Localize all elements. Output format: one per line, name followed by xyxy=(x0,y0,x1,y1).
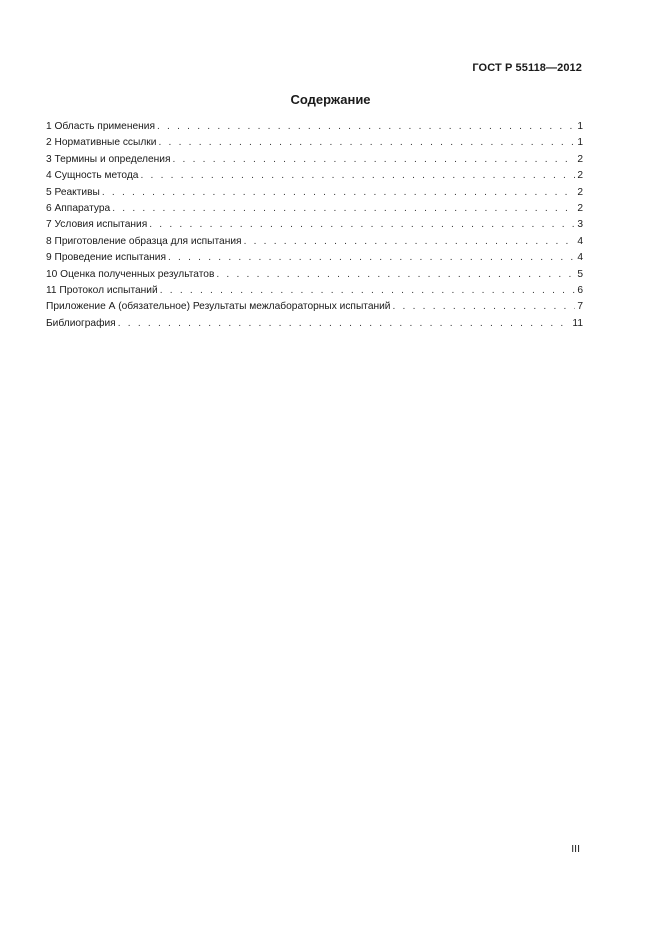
toc-item-label: 10 Оценка полученных результатов xyxy=(46,268,215,280)
table-of-contents xyxy=(46,119,583,332)
toc-item-label: 9 Проведение испытания xyxy=(46,252,166,264)
toc-item-1[interactable] xyxy=(46,119,583,135)
toc-dot-leader xyxy=(102,185,575,201)
toc-dot-leader xyxy=(393,299,576,315)
toc-item-label: Приложение А (обязательное) Результаты межлабораторных испытаний xyxy=(46,301,391,313)
toc-item-page: 3 xyxy=(577,219,583,231)
toc-item-page: 2 xyxy=(577,186,583,198)
toc-item-label: 4 Сущность метода xyxy=(46,170,139,182)
toc-item-label: 11 Протокол испытаний xyxy=(46,284,158,296)
toc-dot-leader xyxy=(160,283,576,299)
toc-item-page: 2 xyxy=(577,170,583,182)
toc-item-8[interactable] xyxy=(46,234,583,250)
toc-item-page: 4 xyxy=(577,252,583,264)
toc-dot-leader xyxy=(157,119,575,135)
toc-item-page: 5 xyxy=(577,268,583,280)
toc-item-label: 1 Область применения xyxy=(46,121,155,132)
toc-item-label: 3 Термины и определения xyxy=(46,153,171,165)
toc-dot-leader xyxy=(158,135,575,151)
toc-item-page: 7 xyxy=(577,301,583,313)
toc-item-11[interactable] xyxy=(46,283,583,299)
toc-item-label: 7 Условия испытания xyxy=(46,219,148,231)
toc-item-appendix-a[interactable] xyxy=(46,299,583,315)
toc-item-page: 1 xyxy=(577,137,583,149)
toc-item-3[interactable] xyxy=(46,152,583,168)
toc-dot-leader xyxy=(216,267,575,283)
toc-item-label: 2 Нормативные ссылки xyxy=(46,137,157,149)
toc-dot-leader xyxy=(140,168,575,184)
toc-dot-leader xyxy=(112,201,575,217)
toc-item-label: 5 Реактивы xyxy=(46,186,100,198)
page-number: III xyxy=(571,843,580,855)
toc-dot-leader xyxy=(172,152,575,168)
toc-dot-leader xyxy=(118,316,571,332)
toc-item-bibliography[interactable] xyxy=(46,316,583,332)
toc-item-7[interactable] xyxy=(46,217,583,233)
document-header-standard: ГОСТ Р 55118—2012 xyxy=(472,62,582,74)
toc-item-label: 8 Приготовление образца для испытания xyxy=(46,235,242,247)
toc-title: Содержание xyxy=(290,92,371,107)
toc-item-2[interactable] xyxy=(46,135,583,151)
toc-item-label: 6 Аппаратура xyxy=(46,202,111,214)
toc-item-9[interactable] xyxy=(46,250,583,266)
toc-item-page: 11 xyxy=(572,317,583,329)
toc-item-4[interactable] xyxy=(46,168,583,184)
toc-item-page: 2 xyxy=(577,202,583,214)
toc-item-label: Библиография xyxy=(46,317,116,329)
toc-item-6[interactable] xyxy=(46,201,583,217)
toc-dot-leader xyxy=(244,234,576,250)
toc-item-10[interactable] xyxy=(46,267,583,283)
toc-dot-leader xyxy=(168,250,575,266)
toc-item-page: 2 xyxy=(577,153,583,165)
toc-item-page: 1 xyxy=(577,121,583,132)
toc-item-page: 6 xyxy=(577,284,583,296)
toc-item-5[interactable] xyxy=(46,185,583,201)
toc-item-page: 4 xyxy=(577,235,583,247)
toc-dot-leader xyxy=(149,217,575,233)
